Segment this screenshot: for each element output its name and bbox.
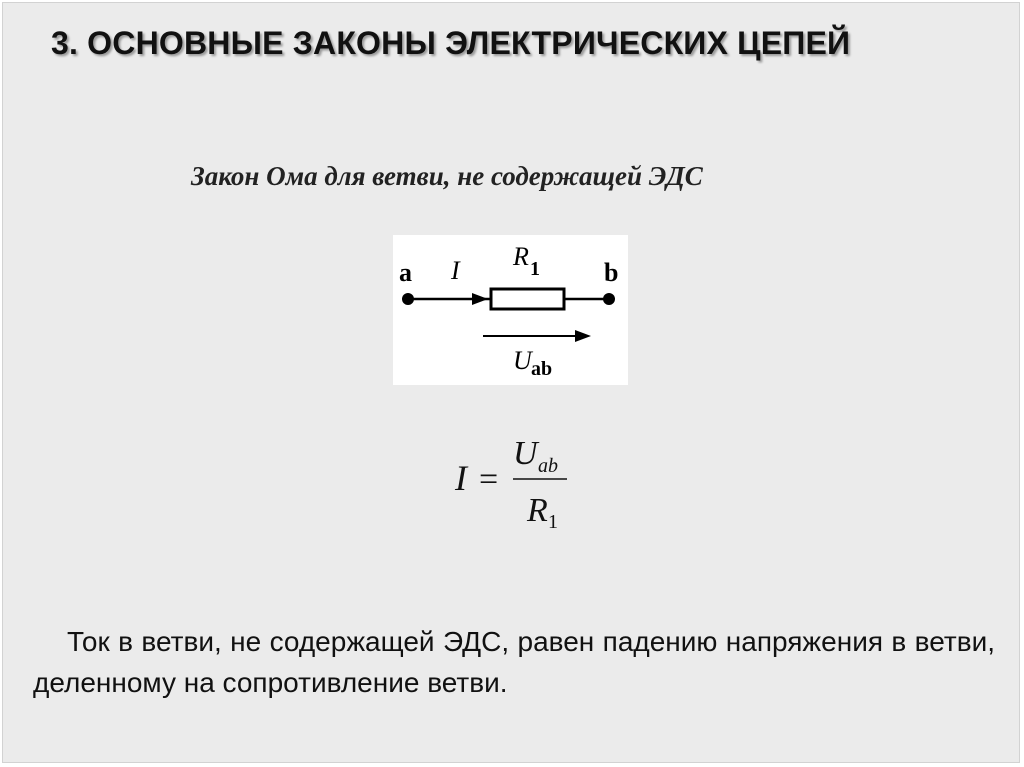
resistor-label: R [513,242,529,271]
formula-denominator: R [527,492,548,529]
slide [2,2,1020,763]
formula-equals: = [479,461,499,498]
circuit-diagram [393,235,628,385]
current-arrow-icon [472,293,488,305]
slide-title: 3. ОСНОВНЫЕ ЗАКОНЫ ЭЛЕКТРИЧЕСКИХ ЦЕПЕЙ [51,25,851,61]
current-label: I [451,256,460,285]
node-a-dot [402,293,414,305]
definition-paragraph: Ток в ветви, не содержащей ЭДС, равен падению напряжения в ветви, деленному на сопротивление ветви. [33,626,995,698]
voltage-subscript: ab [531,358,553,380]
formula-numerator-subscript: ab [538,455,558,477]
node-b-label: b [604,258,619,287]
slide-subtitle: Закон Ома для ветви, не содержащей ЭДС [191,161,703,191]
node-a-label: a [399,258,412,287]
formula-lhs: I [455,458,467,498]
ohm-law-formula [443,428,593,538]
formula-numerator: U [513,435,538,472]
formula-svg [443,428,593,538]
node-b-dot [603,293,615,305]
resistor-symbol [491,289,564,309]
resistor-subscript: 1 [530,258,540,280]
circuit-svg [393,235,628,385]
voltage-arrow-icon [575,330,591,342]
formula-denominator-subscript: 1 [548,511,558,533]
voltage-label: U [513,346,532,375]
